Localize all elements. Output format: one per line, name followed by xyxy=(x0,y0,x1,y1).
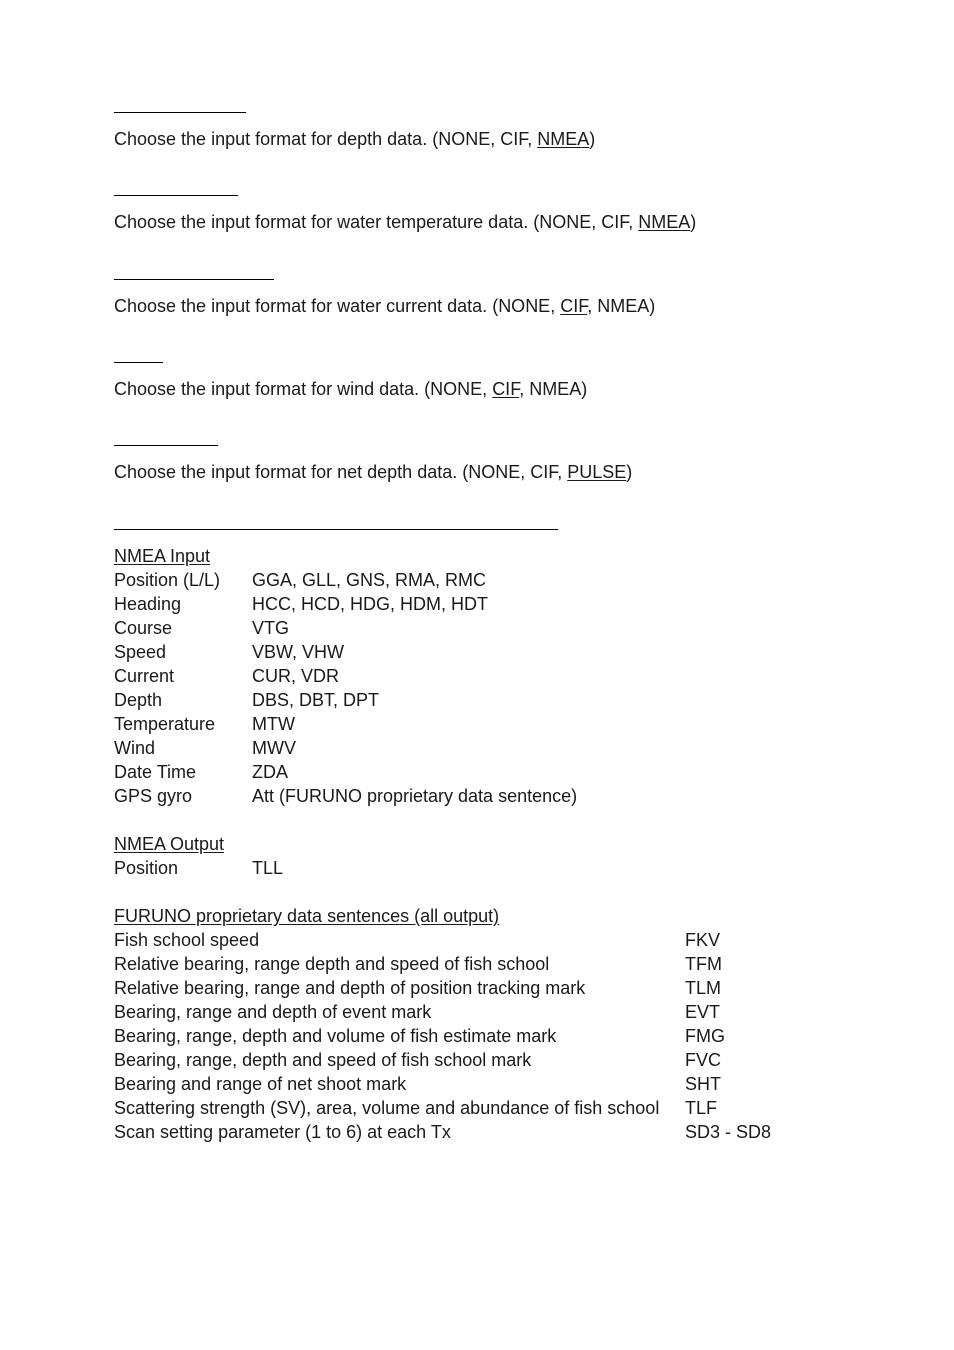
furuno-row-label: Relative bearing, range and depth of position tracking mark xyxy=(114,978,586,998)
nmea-input-row-value: Att (FURUNO proprietary data sentence) xyxy=(252,786,578,806)
section-rule-wind xyxy=(114,362,163,363)
furuno-row xyxy=(114,1048,814,1072)
nmea-input-row-label: Course xyxy=(114,618,173,638)
nmea-output-row-value: TLL xyxy=(252,858,284,878)
furuno-row xyxy=(114,976,814,1000)
current-format-selected: CIF xyxy=(560,296,588,316)
nmea-input-row-label: Position (L/L) xyxy=(114,570,221,590)
wind-format-selected: CIF xyxy=(492,379,520,399)
nmea-output-heading: NMEA Output xyxy=(114,834,225,854)
nmea-input-row xyxy=(114,688,379,712)
nmea-input-row xyxy=(114,568,486,592)
nmea-output-row xyxy=(114,856,283,880)
furuno-heading: FURUNO proprietary data sentences (all output) xyxy=(114,906,500,926)
furuno-row-value: TFM xyxy=(685,954,722,974)
furuno-row-value: FVC xyxy=(685,1050,721,1070)
net-depth-format-selected: PULSE xyxy=(567,462,627,482)
nmea-input-row-value: ZDA xyxy=(252,762,288,782)
nmea-input-row-label: Temperature xyxy=(114,714,216,734)
nmea-input-row-label: Wind xyxy=(114,738,156,758)
nmea-input-heading: NMEA Input xyxy=(114,546,211,566)
temperature-format-selected: NMEA xyxy=(638,212,691,232)
furuno-row-label: Bearing and range of net shoot mark xyxy=(114,1074,407,1094)
furuno-row xyxy=(114,1120,814,1144)
nmea-input-row-value: CUR, VDR xyxy=(252,666,340,686)
furuno-row xyxy=(114,1072,814,1096)
temperature-format-line: Choose the input format for water temperature data. (NONE, CIF, NMEA) xyxy=(114,212,697,232)
nmea-output-row-label: Position xyxy=(114,858,179,878)
nmea-input-row-value: GGA, GLL, GNS, RMA, RMC xyxy=(252,570,487,590)
nmea-input-row-label: Current xyxy=(114,666,175,686)
furuno-row xyxy=(114,952,814,976)
nmea-input-row-value: HCC, HCD, HDG, HDM, HDT xyxy=(252,594,488,614)
section-rule-depth xyxy=(114,112,246,113)
furuno-row-value: FKV xyxy=(685,930,721,950)
nmea-input-row-label: Heading xyxy=(114,594,182,614)
current-format-line: Choose the input format for water current data. (NONE, CIF, NMEA) xyxy=(114,296,656,316)
furuno-row-value: EVT xyxy=(685,1002,721,1022)
furuno-row xyxy=(114,928,814,952)
nmea-input-row-value: MWV xyxy=(252,738,296,758)
furuno-row-label: Scan setting parameter (1 to 6) at each Tx xyxy=(114,1122,451,1142)
section-rule-sentences xyxy=(114,529,558,530)
furuno-row-label: Bearing, range, depth and volume of fish estimate mark xyxy=(114,1026,557,1046)
furuno-row-value: SD3 - SD8 xyxy=(685,1122,772,1142)
nmea-input-row xyxy=(114,712,295,736)
nmea-input-row xyxy=(114,664,339,688)
furuno-row-value: SHT xyxy=(685,1074,721,1094)
nmea-input-row-value: VTG xyxy=(252,618,290,638)
depth-format-line: Choose the input format for depth data. (NONE, CIF, NMEA) xyxy=(114,129,596,149)
section-rule-current xyxy=(114,279,274,280)
section-rule-net-depth xyxy=(114,445,218,446)
nmea-input-row-value: MTW xyxy=(252,714,295,734)
nmea-input-row-label: Date Time xyxy=(114,762,197,782)
furuno-row-label: Bearing, range, depth and speed of fish school mark xyxy=(114,1050,532,1070)
furuno-row xyxy=(114,1096,814,1120)
nmea-input-row xyxy=(114,784,577,808)
net-depth-format-line: Choose the input format for net depth data. (NONE, CIF, PULSE) xyxy=(114,462,633,482)
furuno-row-label: Scattering strength (SV), area, volume and abundance of fish school xyxy=(114,1098,660,1118)
furuno-row xyxy=(114,1000,814,1024)
furuno-row xyxy=(114,1024,814,1048)
nmea-input-row-value: DBS, DBT, DPT xyxy=(252,690,380,710)
furuno-row-value: TLM xyxy=(685,978,721,998)
nmea-input-row xyxy=(114,736,296,760)
furuno-row-label: Bearing, range and depth of event mark xyxy=(114,1002,432,1022)
nmea-input-row xyxy=(114,616,289,640)
furuno-row-label: Fish school speed xyxy=(114,930,260,950)
wind-format-line: Choose the input format for wind data. (NONE, CIF, NMEA) xyxy=(114,379,588,399)
nmea-input-row xyxy=(114,760,288,784)
nmea-input-row xyxy=(114,640,344,664)
nmea-input-row-label: Speed xyxy=(114,642,167,662)
furuno-row-value: TLF xyxy=(685,1098,718,1118)
section-rule-temperature xyxy=(114,195,238,196)
furuno-row-label: Relative bearing, range depth and speed of fish school xyxy=(114,954,550,974)
nmea-input-row-value: VBW, VHW xyxy=(252,642,345,662)
nmea-input-row-label: Depth xyxy=(114,690,163,710)
nmea-input-row-label: GPS gyro xyxy=(114,786,193,806)
furuno-row-value: FMG xyxy=(685,1026,725,1046)
depth-format-selected: NMEA xyxy=(537,129,590,149)
nmea-input-row xyxy=(114,592,488,616)
